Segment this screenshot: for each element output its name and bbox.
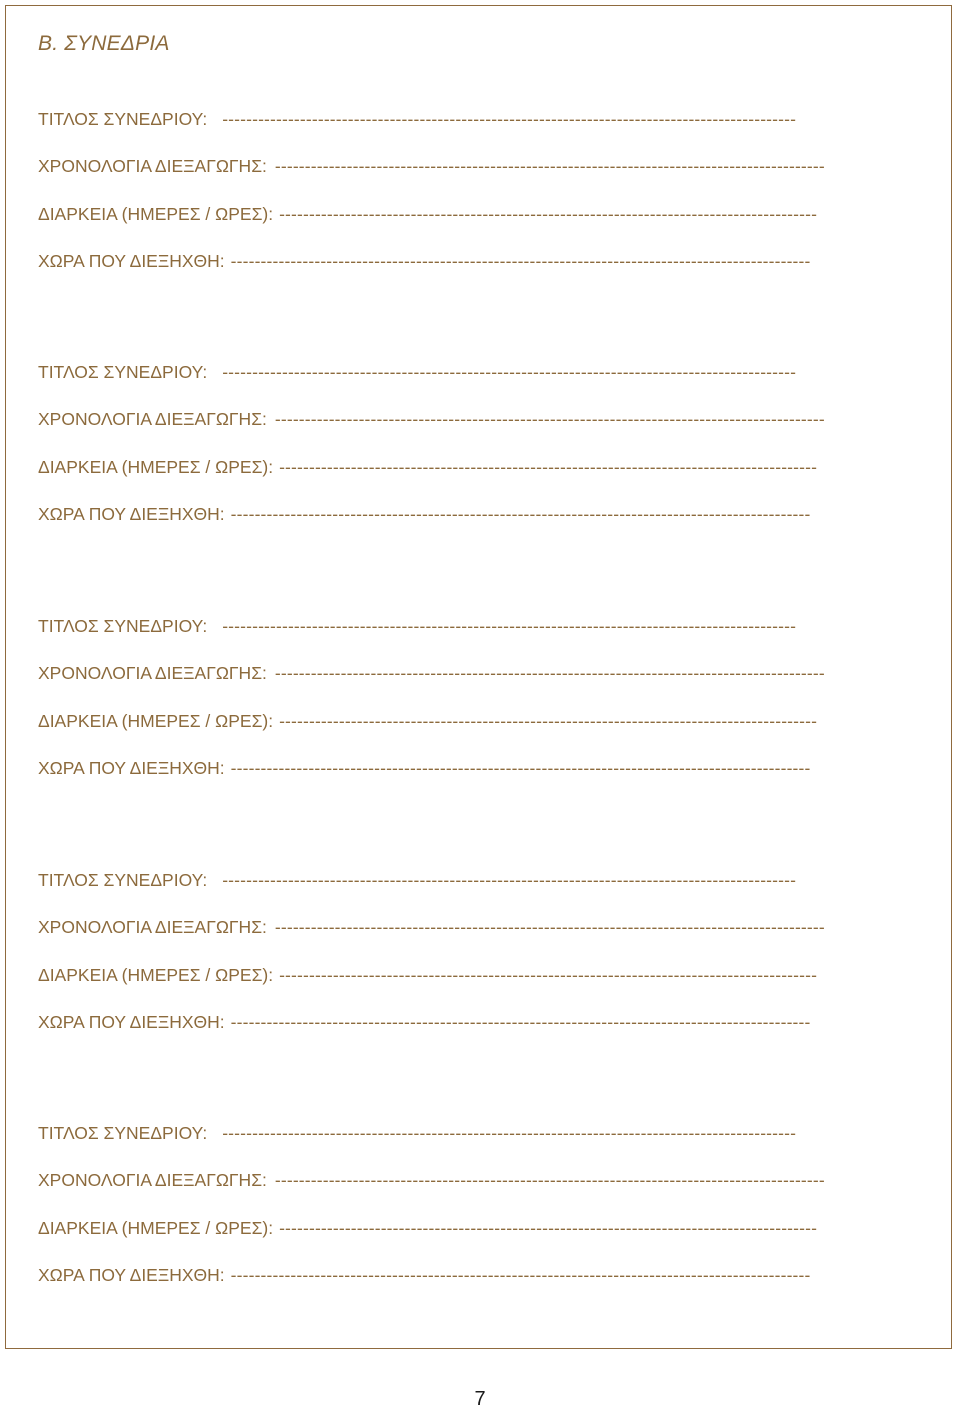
country-field[interactable] [38,250,908,297]
country-blank-line: ------------------------------------------------------------------------------------------------- [230,250,811,271]
conference-entry [38,108,908,297]
title-field[interactable] [38,869,908,916]
duration-field[interactable] [38,203,908,250]
duration-label: ΔΙΑΡΚΕΙΑ (ΗΜΕΡΕΣ / ΩΡΕΣ): [38,203,274,224]
duration-label: ΔΙΑΡΚΕΙΑ (ΗΜΕΡΕΣ / ΩΡΕΣ): [38,1217,274,1238]
country-blank-line: ------------------------------------------------------------------------------------------------- [230,1264,811,1285]
duration-blank-line: ------------------------------------------------------------------------------------------ [279,1217,818,1238]
country-label: ΧΩΡΑ ΠΟΥ ΔΙΕΞΗΧΘΗ: [38,1011,225,1032]
duration-field[interactable] [38,1217,908,1264]
duration-blank-line: ------------------------------------------------------------------------------------------ [279,964,818,985]
conference-entry [38,615,908,804]
country-blank-line: ------------------------------------------------------------------------------------------------- [230,1011,811,1032]
date-blank-line: -------------------------------------------------------------------------------------------- [274,156,825,177]
page-number: 7 [474,1388,486,1410]
duration-blank-line: ------------------------------------------------------------------------------------------ [279,456,818,477]
country-field[interactable] [38,757,908,804]
date-label: ΧΡΟΝΟΛΟΓΙΑ ΔΙΕΞΑΓΩΓΗΣ: [38,917,267,938]
title-label: ΤΙΤΛΟΣ ΣΥΝΕΔΡΙΟΥ: [38,109,208,129]
title-blank-line: ------------------------------------------------------------------------------------------------ [222,870,797,890]
country-blank-line: ------------------------------------------------------------------------------------------------- [230,503,811,524]
duration-field[interactable] [38,456,908,503]
conference-entry [38,869,908,1058]
title-field[interactable] [38,615,908,662]
title-blank-line: ------------------------------------------------------------------------------------------------ [222,616,797,636]
date-blank-line: -------------------------------------------------------------------------------------------- [274,409,825,430]
title-field[interactable] [38,361,908,408]
title-label: ΤΙΤΛΟΣ ΣΥΝΕΔΡΙΟΥ: [38,870,208,890]
date-field[interactable] [38,408,908,455]
title-label: ΤΙΤΛΟΣ ΣΥΝΕΔΡΙΟΥ: [38,616,208,636]
date-label: ΧΡΟΝΟΛΟΓΙΑ ΔΙΕΞΑΓΩΓΗΣ: [38,409,267,430]
conference-entry [38,1122,908,1311]
date-label: ΧΡΟΝΟΛΟΓΙΑ ΔΙΕΞΑΓΩΓΗΣ: [38,1170,267,1191]
duration-label: ΔΙΑΡΚΕΙΑ (ΗΜΕΡΕΣ / ΩΡΕΣ): [38,710,274,731]
date-blank-line: -------------------------------------------------------------------------------------------- [274,663,825,684]
country-label: ΧΩΡΑ ΠΟΥ ΔΙΕΞΗΧΘΗ: [38,757,225,778]
duration-label: ΔΙΑΡΚΕΙΑ (ΗΜΕΡΕΣ / ΩΡΕΣ): [38,456,274,477]
date-field[interactable] [38,155,908,202]
country-field[interactable] [38,1264,908,1311]
date-field[interactable] [38,662,908,709]
title-field[interactable] [38,108,908,155]
date-blank-line: -------------------------------------------------------------------------------------------- [274,917,825,938]
duration-field[interactable] [38,964,908,1011]
conference-entry [38,361,908,550]
section-heading: Β. ΣΥΝΕΔΡΙΑ [38,32,170,55]
duration-field[interactable] [38,710,908,757]
country-label: ΧΩΡΑ ΠΟΥ ΔΙΕΞΗΧΘΗ: [38,250,225,271]
title-label: ΤΙΤΛΟΣ ΣΥΝΕΔΡΙΟΥ: [38,362,208,382]
date-field[interactable] [38,1169,908,1216]
title-field[interactable] [38,1122,908,1169]
title-blank-line: ------------------------------------------------------------------------------------------------ [222,1123,797,1143]
duration-blank-line: ------------------------------------------------------------------------------------------ [279,710,818,731]
title-blank-line: ------------------------------------------------------------------------------------------------ [222,362,797,382]
date-label: ΧΡΟΝΟΛΟΓΙΑ ΔΙΕΞΑΓΩΓΗΣ: [38,663,267,684]
duration-label: ΔΙΑΡΚΕΙΑ (ΗΜΕΡΕΣ / ΩΡΕΣ): [38,964,274,985]
date-blank-line: -------------------------------------------------------------------------------------------- [274,1170,825,1191]
duration-blank-line: ------------------------------------------------------------------------------------------ [279,203,818,224]
country-field[interactable] [38,1011,908,1058]
country-label: ΧΩΡΑ ΠΟΥ ΔΙΕΞΗΧΘΗ: [38,503,225,524]
title-blank-line: ------------------------------------------------------------------------------------------------ [222,109,797,129]
country-label: ΧΩΡΑ ΠΟΥ ΔΙΕΞΗΧΘΗ: [38,1264,225,1285]
date-label: ΧΡΟΝΟΛΟΓΙΑ ΔΙΕΞΑΓΩΓΗΣ: [38,156,267,177]
date-field[interactable] [38,916,908,963]
country-blank-line: ------------------------------------------------------------------------------------------------- [230,757,811,778]
title-label: ΤΙΤΛΟΣ ΣΥΝΕΔΡΙΟΥ: [38,1123,208,1143]
country-field[interactable] [38,503,908,550]
